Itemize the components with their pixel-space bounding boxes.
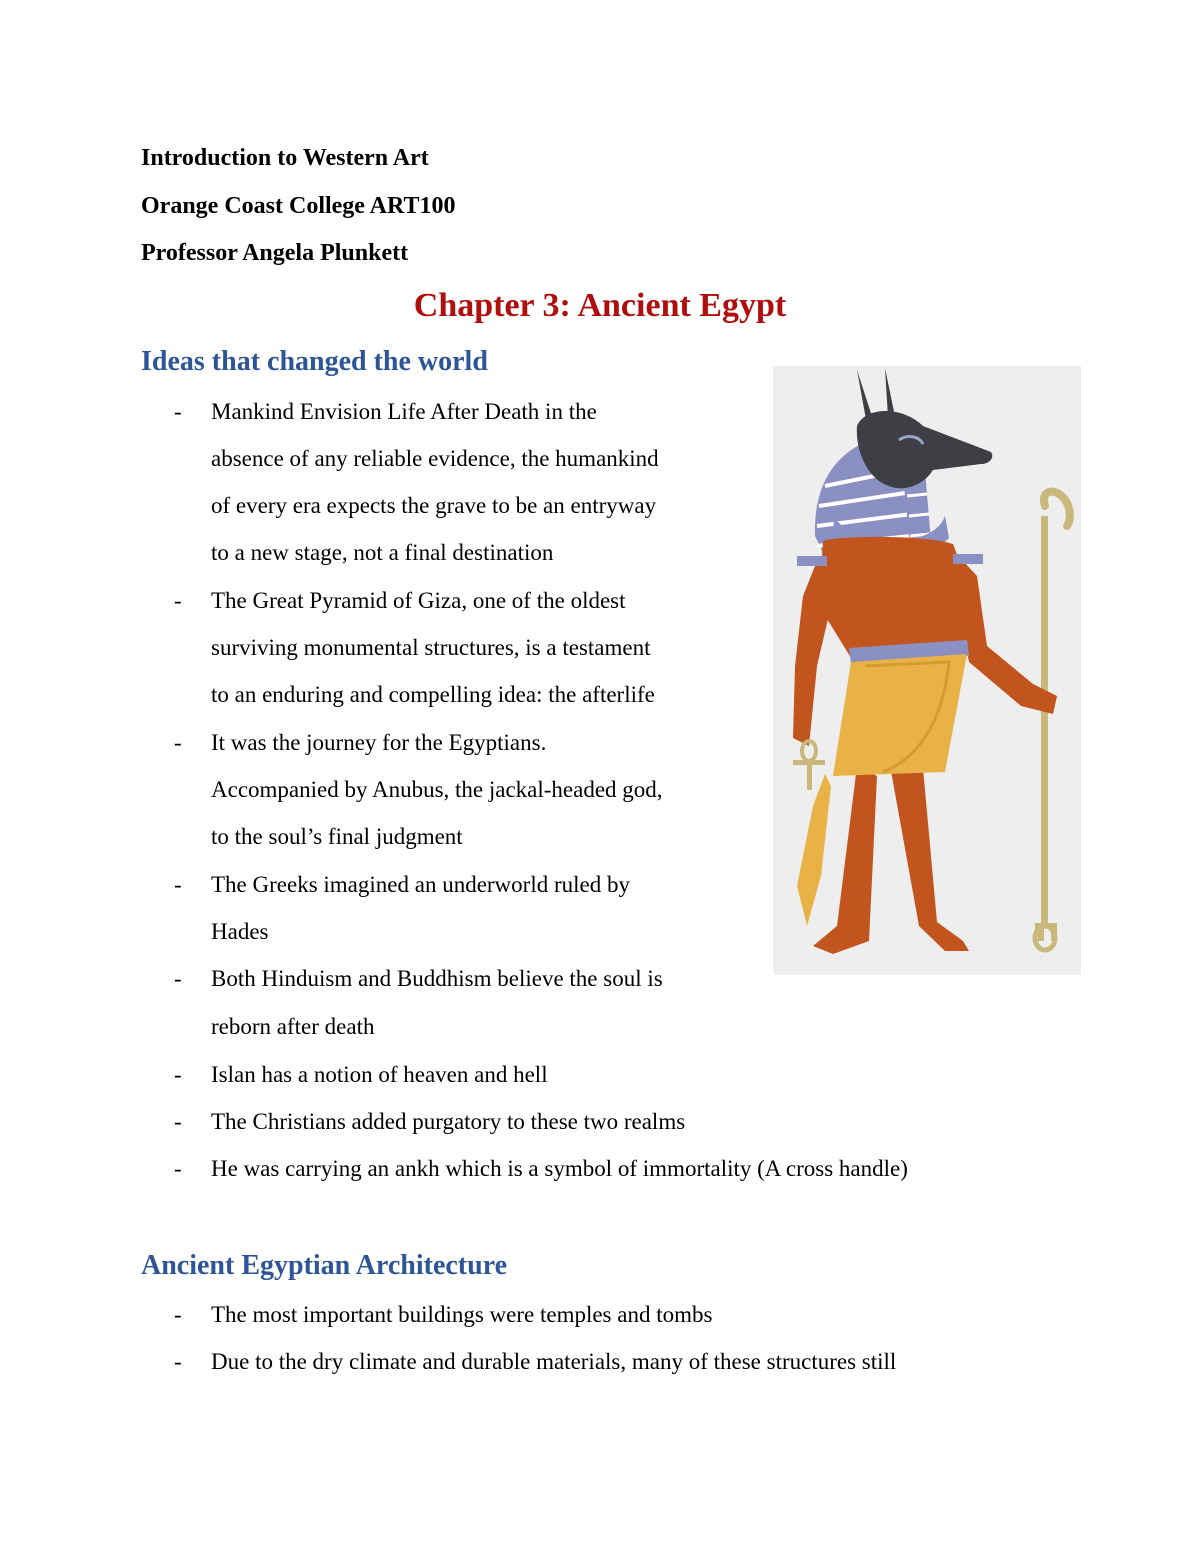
professor-name: Professor Angela Plunkett bbox=[141, 240, 409, 266]
bullet-text: Mankind Envision Life After Death in the bbox=[211, 399, 597, 424]
section-heading-ideas: Ideas that changed the world bbox=[141, 346, 488, 377]
bullet-marker: - bbox=[174, 1156, 182, 1181]
section-heading-architecture: Ancient Egyptian Architecture bbox=[141, 1250, 508, 1281]
bullet-marker: - bbox=[174, 1109, 182, 1134]
bullet-text: The Greeks imagined an underworld ruled by bbox=[211, 872, 630, 897]
bullet-marker: - bbox=[174, 1302, 182, 1327]
bullet-text: to the soul’s final judgment bbox=[211, 824, 463, 849]
bullet-marker: - bbox=[174, 1062, 182, 1087]
jackal-head-icon bbox=[857, 368, 992, 488]
bullet-text: It was the journey for the Egyptians. bbox=[211, 730, 547, 755]
bullet-text: Due to the dry climate and durable materials, many of these structures still bbox=[211, 1349, 897, 1374]
bullet-text: reborn after death bbox=[211, 1014, 375, 1039]
bullet-text: Islan has a notion of heaven and hell bbox=[211, 1062, 548, 1087]
bullet-marker: - bbox=[174, 399, 182, 424]
bullet-text: The Christians added purgatory to these two realms bbox=[211, 1109, 686, 1134]
anubis-figure bbox=[773, 366, 1081, 975]
bullet-text: The Great Pyramid of Giza, one of the oldest bbox=[211, 588, 626, 613]
bullet-text: absence of any reliable evidence, the humankind bbox=[211, 446, 659, 471]
chapter-title: Chapter 3: Ancient Egypt bbox=[413, 287, 787, 324]
bullet-text: Both Hinduism and Buddhism believe the soul is bbox=[211, 966, 663, 991]
bullet-text: Accompanied by Anubus, the jackal-headed god, bbox=[211, 777, 663, 802]
college-name: Orange Coast College ART100 bbox=[141, 193, 456, 219]
bullet-text: The most important buildings were temples and tombs bbox=[211, 1302, 713, 1327]
bullet-marker: - bbox=[174, 730, 182, 755]
bullet-text: surviving monumental structures, is a testament bbox=[211, 635, 651, 660]
bullet-text: to a new stage, not a final destination bbox=[211, 540, 554, 565]
bullet-text: Hades bbox=[211, 919, 269, 944]
bullet-marker: - bbox=[174, 966, 182, 991]
bullet-text: to an enduring and compelling idea: the afterlife bbox=[211, 682, 655, 707]
course-title: Introduction to Western Art bbox=[141, 145, 429, 171]
anubis-illustration-icon bbox=[773, 366, 1081, 975]
bullet-marker: - bbox=[174, 588, 182, 613]
paddle-icon bbox=[797, 774, 831, 926]
bullet-text: of every era expects the grave to be an entryway bbox=[211, 493, 657, 518]
bullet-text: He was carrying an ankh which is a symbol of immortality (A cross handle) bbox=[211, 1156, 908, 1181]
kilt-icon bbox=[833, 640, 969, 776]
was-staff-icon bbox=[1035, 492, 1070, 950]
bullet-marker: - bbox=[174, 872, 182, 897]
ankh-icon bbox=[793, 741, 825, 790]
bullet-marker: - bbox=[174, 1349, 182, 1374]
